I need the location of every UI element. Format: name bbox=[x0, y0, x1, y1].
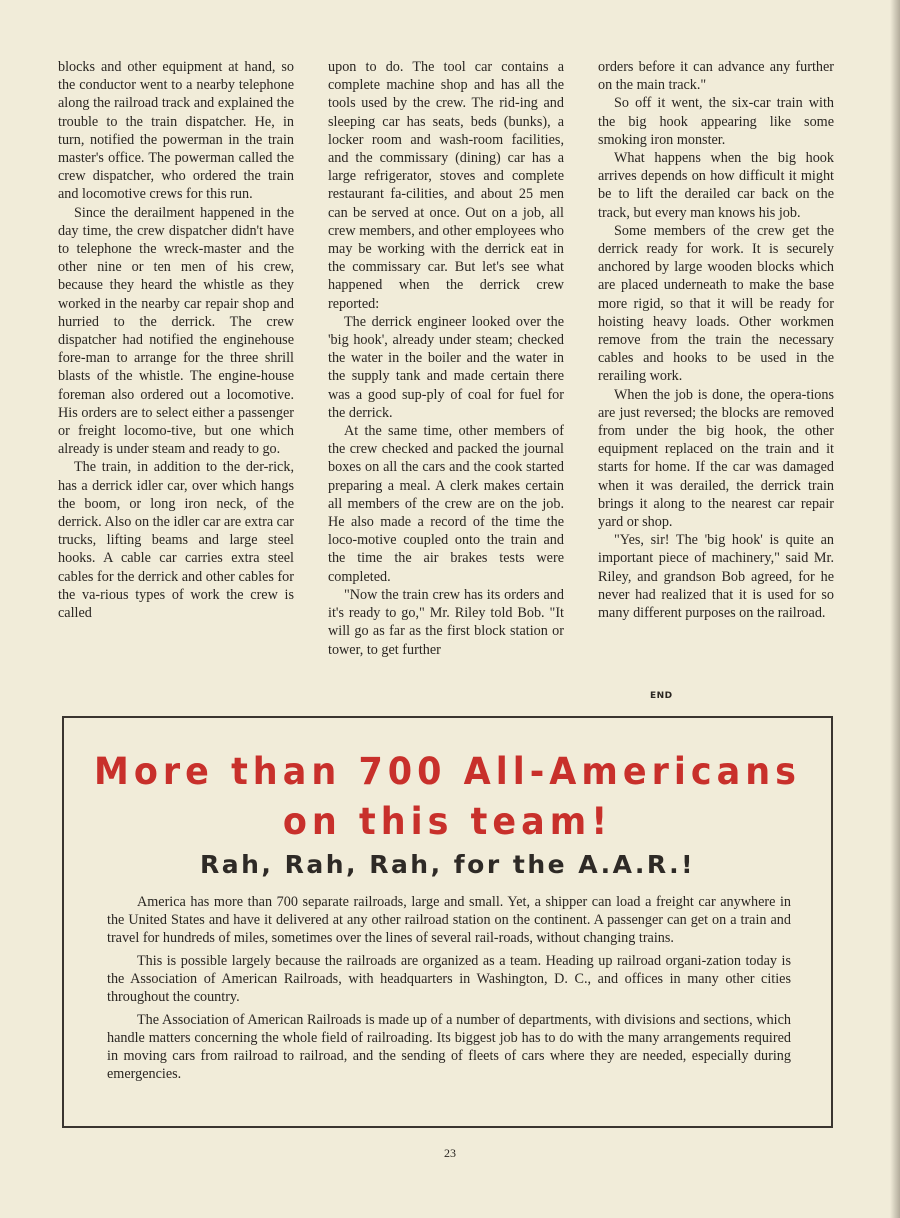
ad-subheadline: Rah, Rah, Rah, for the A.A.R.! bbox=[199, 850, 696, 879]
article-columns bbox=[58, 58, 838, 708]
article-paragraph: When the job is done, the opera-tions are just reversed; the blocks are removed from under the big hook, the other equipment replaced on the train and it starts for home. If the car was damaged when it was derailed, the derrick train brings it along to the nearest car repair yard or shop. bbox=[598, 386, 834, 531]
aar-advertisement-box bbox=[62, 716, 833, 1128]
end-marker: END bbox=[650, 691, 673, 701]
page-number: 23 bbox=[444, 1146, 456, 1160]
ad-body bbox=[107, 893, 791, 1088]
article-paragraph: The train, in addition to the der-rick, has a derrick idler car, over which hangs the boom, or long iron neck, of the derrick. Also on the idler car are extra car trucks, lifting beams and large steel hooks. A cable car carries extra steel cables for the derrick and other cables for the va-rious types of work the crew is called bbox=[58, 459, 294, 622]
article-paragraph: What happens when the big hook arrives depends on how difficult it might be to lift the derailed car back on the track, but every man knows his job. bbox=[598, 150, 834, 221]
article-column-3 bbox=[598, 58, 834, 622]
article-column-1 bbox=[58, 58, 294, 622]
article-paragraph: upon to do. The tool car contains a complete machine shop and has all the tools used by the crew. The rid-ing and sleeping car has seats, beds (bunks), a locker room and wash-room facilities, and the commissary (dining) car has a large refrigerator, stoves and complete restaurant fa-cilities, and about 25 men can be served at once. Out on a job, all crew members, and other employees who may be working with the derrick eat in the commissary car. But let's see what happened when the derrick crew reported: bbox=[328, 59, 564, 312]
article-paragraph: blocks and other equipment at hand, so the conductor went to a nearby telephone along the railroad track and explained the trouble to the train dispatcher. He, in turn, notified the powerman in the train master's office. The powerman called the crew dispatcher, who ordered the train and locomotive crews for this run. bbox=[58, 59, 294, 203]
article-paragraph: The derrick engineer looked over the 'big hook', already under steam; checked the water in the boiler and the water in the supply tank and made certain there was a good sup-ply of coal for fuel for the derrick. bbox=[328, 313, 564, 421]
article-paragraph: "Yes, sir! The 'big hook' is quite an important piece of machinery," said Mr. Riley, and grandson Bob agreed, for he never had realized that it is used for so many different purposes on the railroad. bbox=[598, 532, 834, 622]
article-paragraph: So off it went, the six-car train with the big hook appearing like some smoking iron monster. bbox=[598, 95, 834, 148]
ad-headline-line-2: on this team! bbox=[282, 800, 613, 844]
article-column-2 bbox=[328, 58, 564, 659]
article-paragraph: Some members of the crew get the derrick ready for work. It is securely anchored by large wooden blocks which are placed underneath to make the base more rigid, so that it will be ready for hoisting heavy loads. Other workmen remove from the train the necessary cables and hooks to be used in the rerailing work. bbox=[598, 222, 834, 385]
ad-paragraph: The Association of American Railroads is made up of a number of departments, with divisions and sections, which handle matters concerning the whole field of railroading. Its biggest job has to do with the many arrangements required in moving cars from railroad to railroad, and the sending of fleets of cars where they are needed, especially during emergencies. bbox=[107, 1012, 791, 1082]
article-paragraph: At the same time, other members of the crew checked and packed the journal boxes on all the cars and the cook started preparing a meal. A clerk makes certain all members of the crew are on the job. He also made a record of the time the loco-motive coupled onto the train and the time the air brakes tests were completed. bbox=[328, 423, 564, 585]
article-paragraph: Since the derailment happened in the day time, the crew dispatcher didn't have to telephone the wreck-master and the other nine or ten men of his crew, because they heard the whistle as they worked in the nearby car repair shop and hurried to the derrick. The crew dispatcher had notified the enginehouse fore-man to arrange for the three shrill blasts of the whistle. The engine-house foreman also ordered out a locomotive. His orders are to select either a passenger or freight locomo-tive, but one which already is under steam and ready to go. bbox=[58, 204, 294, 458]
ad-headline-line-1: More than 700 All-Americans bbox=[94, 750, 801, 794]
article-paragraph: "Now the train crew has its orders and it's ready to go," Mr. Riley told Bob. "It will go as far as the first block station or tower, to get further bbox=[328, 586, 564, 658]
ad-paragraph: America has more than 700 separate railroads, large and small. Yet, a shipper can load a freight car anywhere in the United States and have it delivered at any other railroad station on the continent. A passenger can get on a train and travel for hundreds of miles, sometimes over the lines of several rail-roads, without changing trains. bbox=[107, 894, 791, 946]
ad-paragraph: This is possible largely because the railroads are organized as a team. Heading up railroad organi-zation today is the Association of American Railroads, with headquarters in Washington, D. C., and offices in many other cities throughout the country. bbox=[107, 953, 791, 1005]
page-edge-shadow bbox=[890, 0, 900, 1218]
article-paragraph: orders before it can advance any further on the main track." bbox=[598, 59, 834, 94]
